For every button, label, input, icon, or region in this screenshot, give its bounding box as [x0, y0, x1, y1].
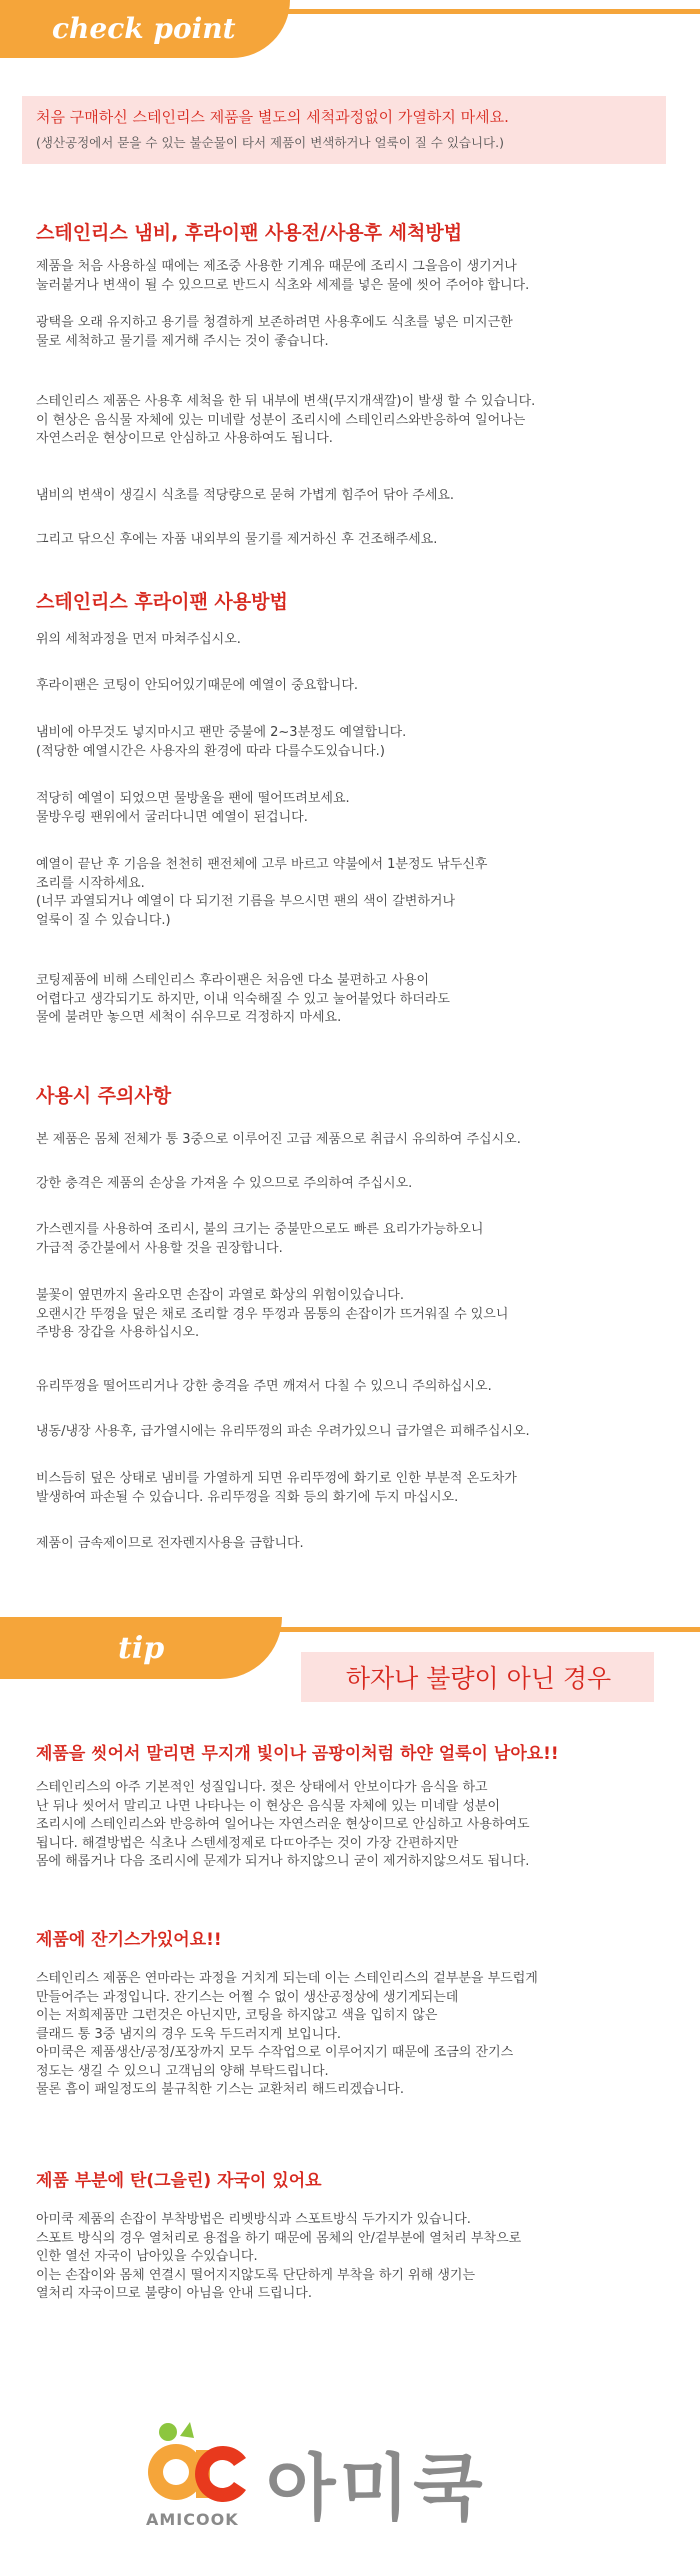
cleaning-paragraph: 광택을 오래 유지하고 용기를 청결하게 보존하려면 사용후에도 식초를 넣은 미지근한 물로 세척하고 물기를 제거해 주시는 것이 좋습니다. — [36, 315, 513, 349]
caution-paragraph: 강한 충격은 제품의 손상을 가져올 수 있으므로 주의하여 주십시오. — [36, 1176, 413, 1191]
notice-line1: 처음 구매하신 스테인리스 제품을 별도의 세척과정없이 가열하지 마세요. — [36, 108, 509, 126]
caution-paragraph: 가스렌지를 사용하여 조리시, 불의 크기는 중불만으로도 빠른 요리가가능하오니 가급적 중간불에서 사용할 것을 권장합니다. — [36, 1222, 484, 1256]
section-heading-caution: 사용시 주의사항 — [36, 1085, 172, 1107]
amicook-logo — [128, 2410, 558, 2535]
tip-heading-scratches: 제품에 잔기스가있어요!! — [36, 1930, 222, 1950]
frypan-paragraph: 적당히 예열이 되었으면 물방울을 팬에 떨어뜨려보세요. 물방우링 팬위에서 굴러다니면 예열이 된겁니다. — [36, 791, 350, 825]
frypan-paragraph: 예열이 끝난 후 기음을 천천히 팬전체에 고루 바르고 약불에서 1분정도 낚두신후 조리를 시작하세요. (너무 과열되거나 예열이 다 되기전 기름을 부으시면 팬의 색이 갈변하거나 얼룩이 질 수 있습니다.) — [36, 857, 488, 928]
cleaning-paragraph: 제품을 처음 사용하실 때에는 제조중 사용한 기계유 때문에 조리시 그을음이 생기거나 눌러붙거나 변색이 될 수 있으므로 반드시 식초와 세제를 넣은 물에 씻어 주어야 합니다. — [36, 259, 530, 293]
tip-text-burn: 아미쿡 제품의 손잡이 부착방법은 리벳방식과 스포트방식 두가지가 있습니다. 스포트 방식의 경우 열처리로 용접을 하기 때문에 몸체의 안/겉부분에 열처리 부착으로 인한 열선 자국이 남아있을 수있습니다. 이는 손잡이와 몸체 연결시 떨어지지않도록 단단하게 부착을 하기 위해 생기는 열처리 자국이므로 불량이 아님을 안내 드립니다. — [36, 2212, 522, 2301]
notice-line2: (생산공정에서 묻을 수 있는 불순물이 타서 제품이 변색하거나 얼룩이 질 수 있습니다.) — [36, 135, 504, 150]
frypan-paragraph: 위의 세척과정을 먼저 마쳐주십시오. — [36, 632, 241, 647]
tip-title: tip — [118, 1631, 165, 1666]
frypan-paragraph: 코팅제품에 비해 스테인리스 후라이팬은 처음엔 다소 불편하고 사용이 어렵다고 생각되기도 하지만, 이내 익숙해질 수 있고 눌어붙었다 하더라도 물에 불려만 놓으면 세척이 쉬우므로 걱정하지 마세요. — [36, 973, 450, 1025]
checkpoint-header — [0, 0, 700, 60]
amicook-logo-wordmark: AMICOOK — [146, 2510, 239, 2529]
caution-paragraph: 본 제품은 몸체 전체가 통 3중으로 이루어진 고급 제품으로 취급시 유의하여 주십시오. — [36, 1132, 521, 1147]
frypan-paragraph: 냄비에 아무것도 넣지마시고 팬만 중불에 2~3분정도 예열합니다. (적당한 예열시간은 사용자의 환경에 따라 다를수도있습니다.) — [36, 725, 407, 759]
caution-paragraph: 냉동/냉장 사용후, 급가열시에는 유리뚜껑의 파손 우려가있으니 급가열은 피해주십시오. — [36, 1424, 530, 1439]
cleaning-paragraph: 그리고 닦으신 후에는 자품 내외부의 물기를 제거하신 후 건조해주세요. — [36, 532, 438, 547]
frypan-paragraph: 후라이팬은 코팅이 안되어있기때문에 예열이 중요합니다. — [36, 678, 359, 693]
amicook-logo-korean: 아미쿡 — [266, 2446, 487, 2530]
tip-heading-rainbow: 제품을 씻어서 말리면 무지개 빛이나 곰팡이처럼 하얀 얼룩이 남아요!! — [36, 1744, 559, 1764]
caution-paragraph: 유리뚜껑을 떨어뜨리거나 강한 충격을 주면 깨져서 다칠 수 있으니 주의하십시오. — [36, 1379, 492, 1394]
cleaning-paragraph: 냄비의 변색이 생길시 식초를 적당량으로 묻혀 가볍게 힘주어 닦아 주세요. — [36, 488, 455, 503]
tip-text-rainbow: 스테인리스의 아주 기본적인 성질입니다. 젖은 상태에서 안보이다가 음식을 하고 난 뒤나 씻어서 말리고 나면 나타나는 이 현상은 음식물 자체에 있는 미네랄 성분이 조리시에 스테인리스와 반응하여 일어나는 자연스러운 현상이므로 안심하고 사용하여도 됩니다. 해결방법은 식초나 스텐세정제로 다ㄸ아주는 것이 가장 간편하지만 몸에 해롭거나 다음 조리시에 문제가 되거나 하지않으니 굳이 제거하지않으셔도 됩니다. — [36, 1780, 530, 1869]
section-heading-frypan: 스테인리스 후라이팬 사용방법 — [36, 591, 288, 613]
tip-text-scratches: 스테인리스 제품은 연마라는 과정을 거치게 되는데 이는 스테인리스의 겉부분을 부드럽게 만들어주는 과정입니다. 잔기스는 어쩔 수 없이 생산공정상에 생기게되는데 이는 저희제품만 그런것은 아닌지만, 코팅을 하지않고 색을 입히지 않은 클래드 통 3중 냄지의 경우 도욱 두드러지게 보입니다. 아미쿡은 제품생산/공정/포장까지 모두 수작업으로 이루어지기 때문에 조금의 잔기스 정도는 생길 수 있으니 고객님의 양해 부탁드립니다. 물론 흠이 패일정도의 불규칙한 기스는 교환처리 해드리겠습니다. — [36, 1971, 538, 2097]
tip-heading-burn: 제품 부분에 탄(그을린) 자국이 있어요 — [36, 2171, 322, 2191]
section-heading-cleaning: 스테인리스 냄비, 후라이팬 사용전/사용후 세척방법 — [36, 222, 463, 244]
caution-paragraph: 불꽃이 옆면까지 올라오면 손잡이 과열로 화상의 위험이있습니다. 오랜시간 뚜껑을 덮은 채로 조리할 경우 뚜껑과 몸통의 손잡이가 뜨거워질 수 있으니 주방용 장갑을 사용하십시오. — [36, 1288, 509, 1340]
cleaning-paragraph: 스테인리스 제품은 사용후 세척을 한 뒤 내부에 변색(무지개색깔)이 발생 할 수 있습니다. 이 현상은 음식물 자체에 있는 미네랄 성분이 조리시에 스테인리스와반응하여 일어나는 자연스러운 현상이므로 안심하고 사용하여도 됩니다. — [36, 394, 536, 446]
checkpoint-title: check point — [52, 12, 236, 45]
caution-paragraph: 제품이 금속제이므로 전자렌지사용을 금합니다. — [36, 1536, 304, 1551]
tip-banner: 하자나 불량이 아닌 경우 — [345, 1664, 612, 1693]
caution-paragraph: 비스듬히 덮은 상태로 냄비를 가열하게 되면 유리뚜껑에 화기로 인한 부분적 온도차가 발생하여 파손될 수 있습니다. 유리뚜껑을 직화 등의 화기에 두지 마십시오. — [36, 1471, 517, 1505]
